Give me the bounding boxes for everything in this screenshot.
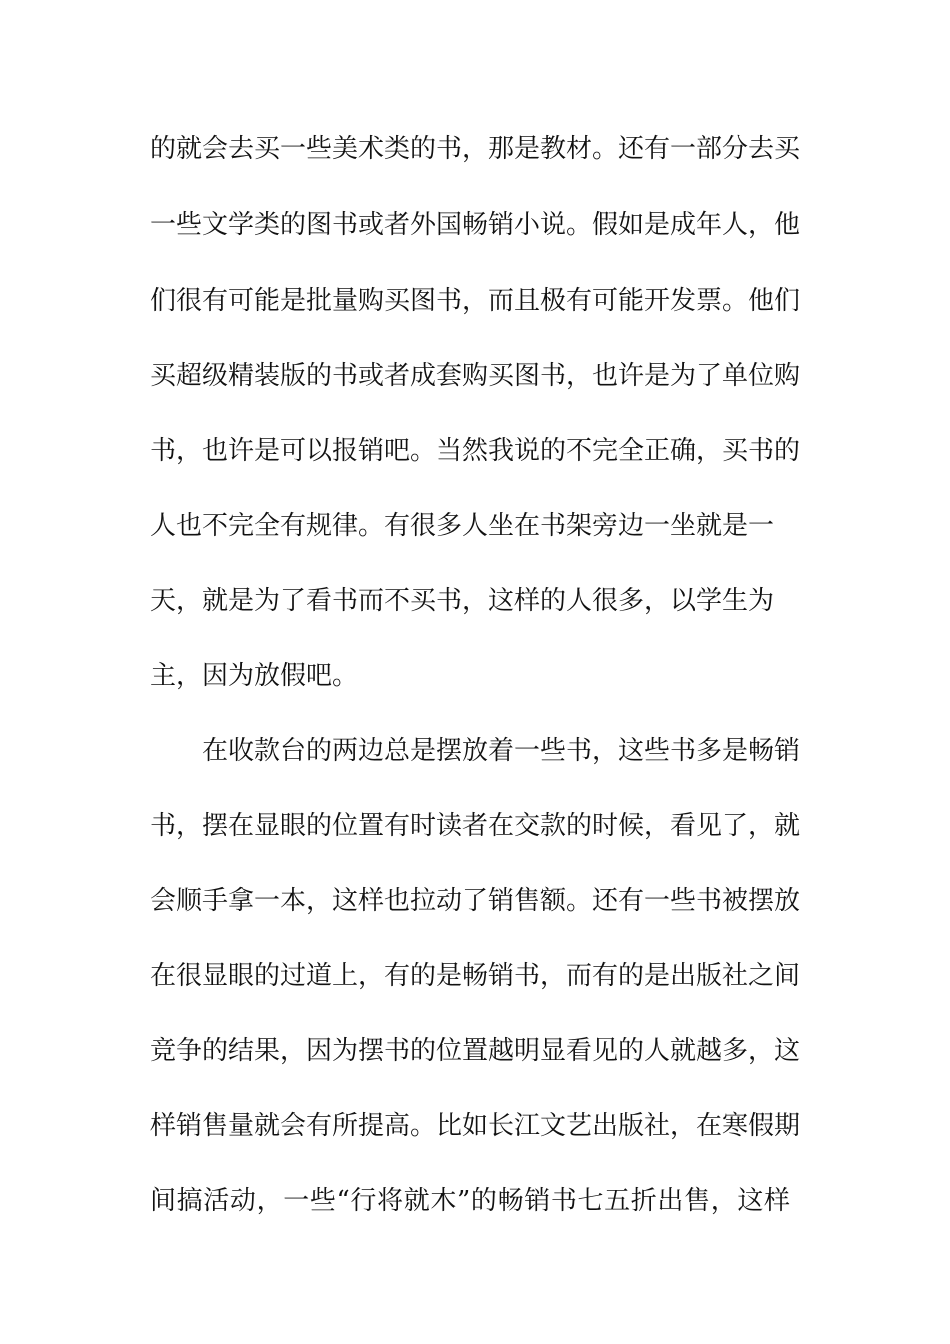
- text-line: 会顺手拿一本，这样也拉动了销售额。还有一些书被摆放: [150, 886, 801, 916]
- text-line: 书，也许是可以报销吧。当然我说的不完全正确，买书的: [150, 436, 801, 466]
- text-line: 人也不完全有规律。有很多人坐在书架旁边一坐就是一: [150, 511, 775, 541]
- paragraph-first-line: 在收款台的两边总是摆放着一些书，这些书多是畅销: [202, 736, 801, 766]
- text-line: 们很有可能是批量购买图书，而且极有可能开发票。他们: [150, 286, 801, 316]
- text-line: 一些文学类的图书或者外国畅销小说。假如是成年人，他: [150, 210, 801, 240]
- text-line: 的就会去买一些美术类的书，那是教材。还有一部分去买: [150, 134, 801, 164]
- text-line: 间搞活动，一些“行将就木”的畅销书七五折出售，这样: [150, 1186, 790, 1216]
- text-line: 竞争的结果，因为摆书的位置越明显看见的人就越多，这: [150, 1036, 801, 1066]
- text-line: 天，就是为了看书而不买书，这样的人很多，以学生为: [150, 586, 775, 616]
- text-line: 主，因为放假吧。: [150, 661, 359, 691]
- text-line: 样销售量就会有所提高。比如长江文艺出版社，在寒假期: [150, 1111, 801, 1141]
- text-line: 买超级精装版的书或者成套购买图书，也许是为了单位购: [150, 361, 801, 391]
- text-line: 在很显眼的过道上，有的是畅销书，而有的是出版社之间: [150, 961, 801, 991]
- text-line: 书，摆在显眼的位置有时读者在交款的时候，看见了，就: [150, 811, 801, 841]
